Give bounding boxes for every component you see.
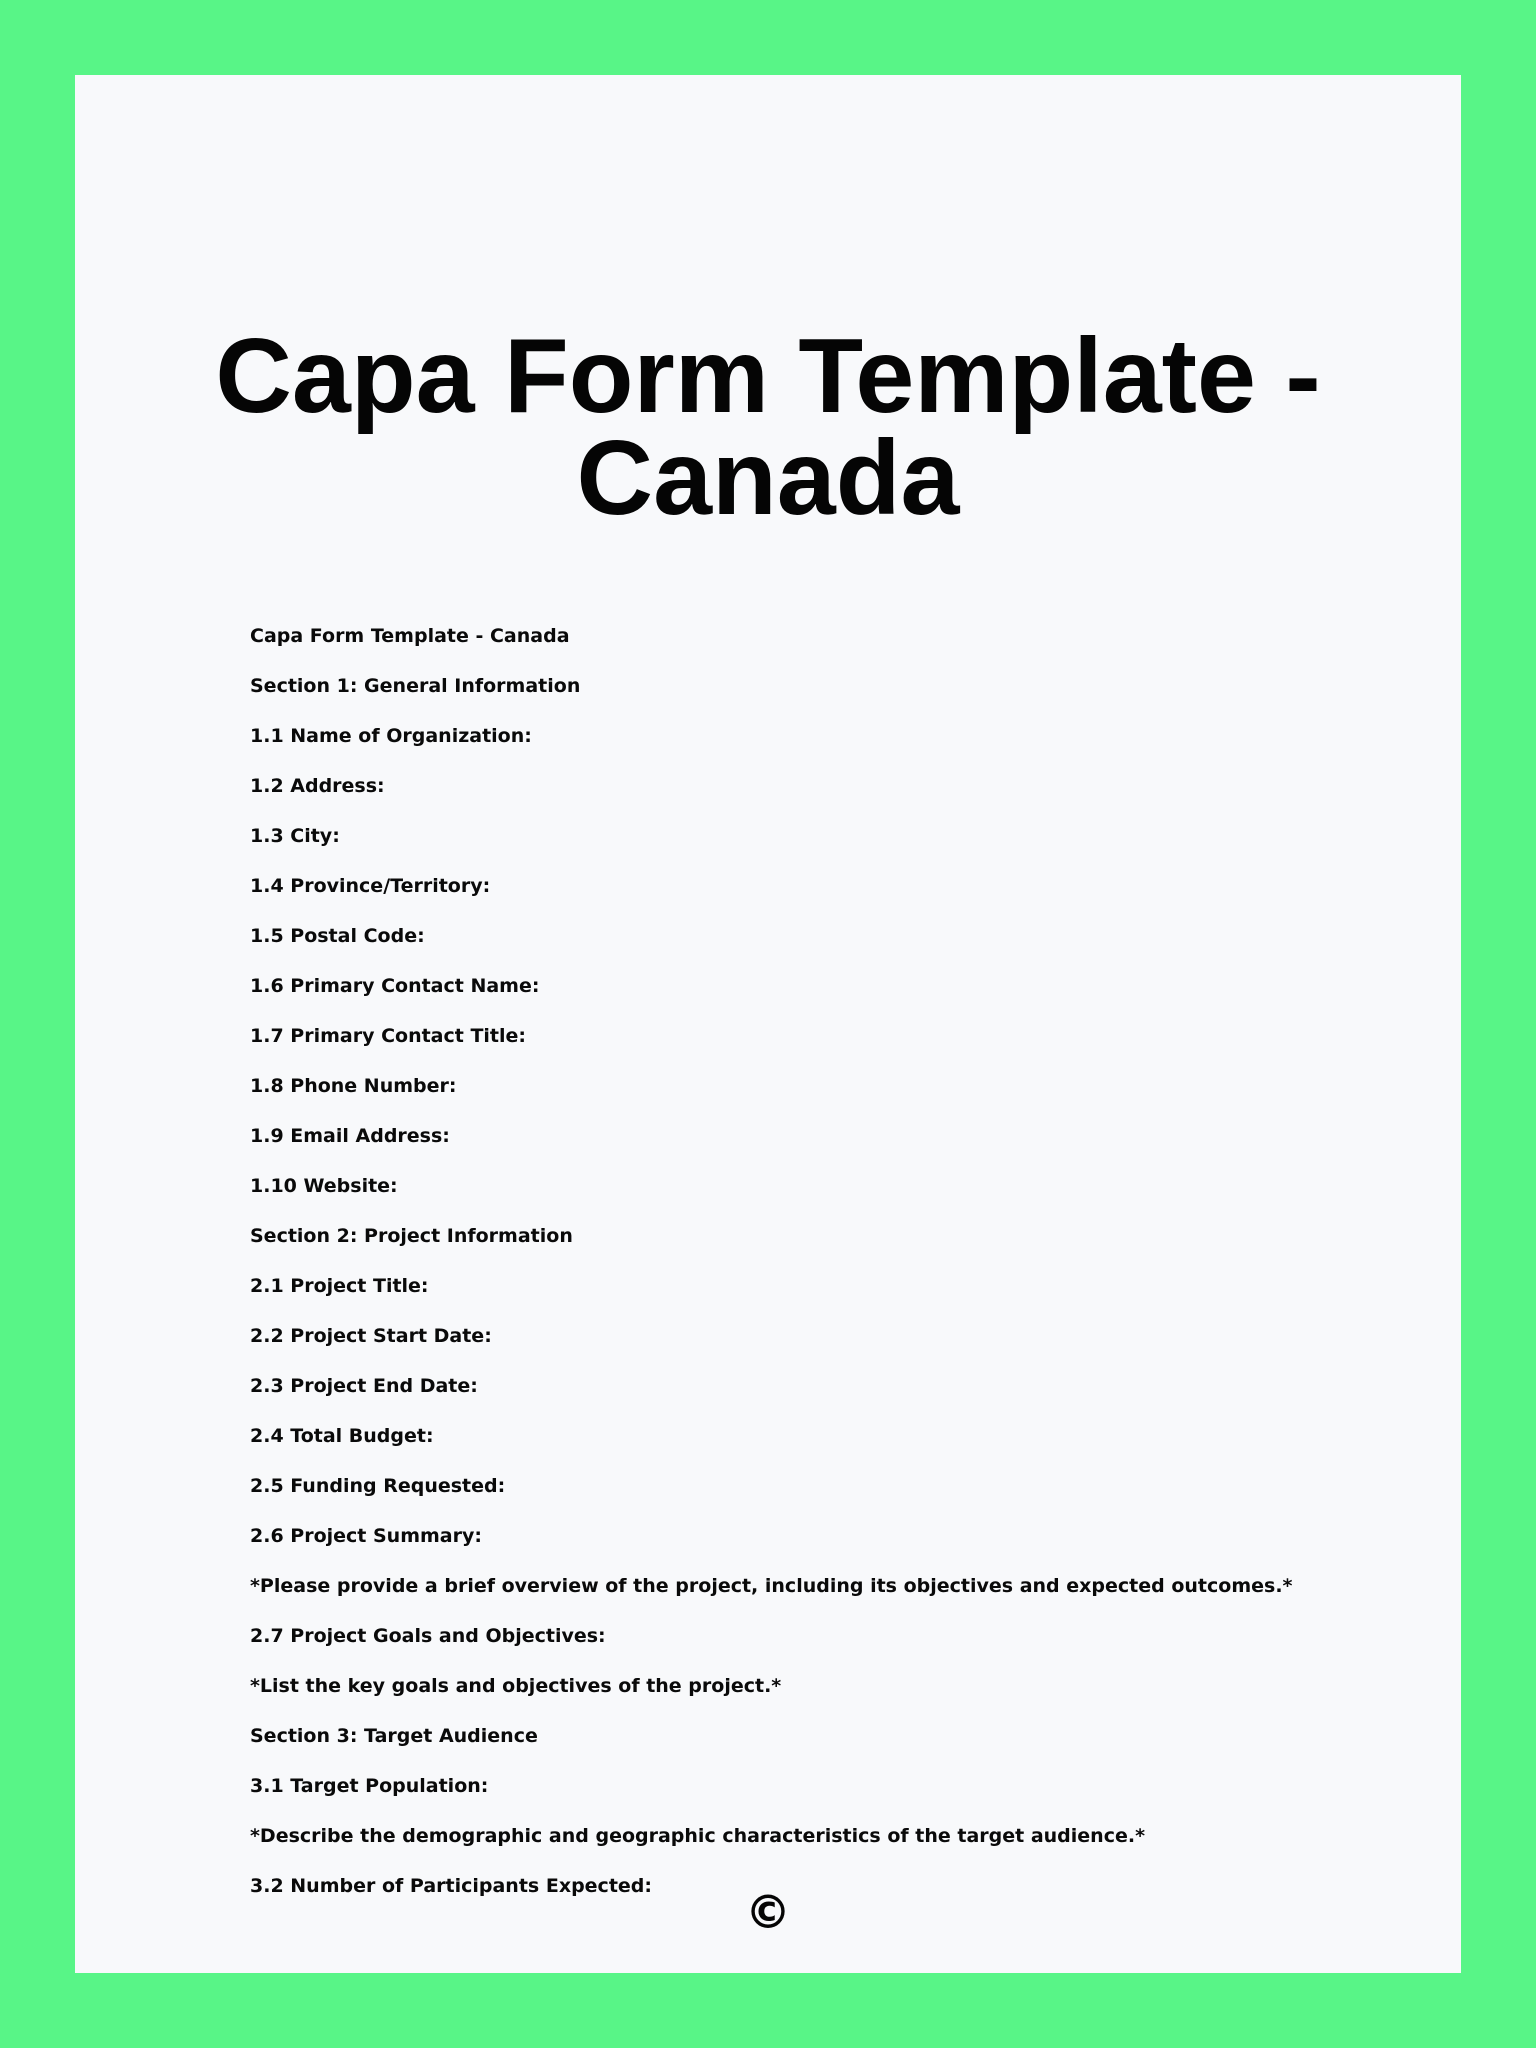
field-email-address: 1.9 Email Address: [250, 1125, 450, 1147]
field-primary-contact-name: 1.6 Primary Contact Name: [250, 975, 540, 997]
document-page [75, 75, 1461, 1973]
page-title [75, 317, 1461, 537]
form-content [250, 611, 1350, 1911]
copyright-icon: © [745, 1885, 791, 1939]
field-address: 1.2 Address: [250, 775, 385, 797]
instruction-project-goals: *List the key goals and objectives of the project.* [250, 1675, 782, 1697]
form-heading: Capa Form Template - Canada [250, 625, 570, 647]
field-project-start-date: 2.2 Project Start Date: [250, 1325, 492, 1347]
field-city: 1.3 City: [250, 825, 340, 847]
field-website: 1.10 Website: [250, 1175, 398, 1197]
field-project-summary: 2.6 Project Summary: [250, 1525, 482, 1547]
section-1-heading: Section 1: General Information [250, 675, 581, 697]
field-participants-expected: 3.2 Number of Participants Expected: [250, 1875, 652, 1897]
section-2-heading: Section 2: Project Information [250, 1225, 573, 1247]
field-total-budget: 2.4 Total Budget: [250, 1425, 434, 1447]
field-project-end-date: 2.3 Project End Date: [250, 1375, 478, 1397]
field-project-goals: 2.7 Project Goals and Objectives: [250, 1625, 606, 1647]
page-title-line-2: Canada [576, 419, 960, 537]
page-title-line-1: Capa Form Template - [215, 317, 1321, 435]
field-phone-number: 1.8 Phone Number: [250, 1075, 457, 1097]
instruction-target-population: *Describe the demographic and geographic characteristics of the target audience.* [250, 1825, 1146, 1847]
field-target-population: 3.1 Target Population: [250, 1775, 489, 1797]
section-3-heading: Section 3: Target Audience [250, 1725, 538, 1747]
field-project-title: 2.1 Project Title: [250, 1275, 429, 1297]
field-postal-code: 1.5 Postal Code: [250, 925, 425, 947]
field-primary-contact-title: 1.7 Primary Contact Title: [250, 1025, 527, 1047]
field-funding-requested: 2.5 Funding Requested: [250, 1475, 506, 1497]
field-organization-name: 1.1 Name of Organization: [250, 725, 532, 747]
instruction-project-summary: *Please provide a brief overview of the project, including its objectives and expected outcomes.* [250, 1575, 1293, 1597]
field-province-territory: 1.4 Province/Territory: [250, 875, 491, 897]
